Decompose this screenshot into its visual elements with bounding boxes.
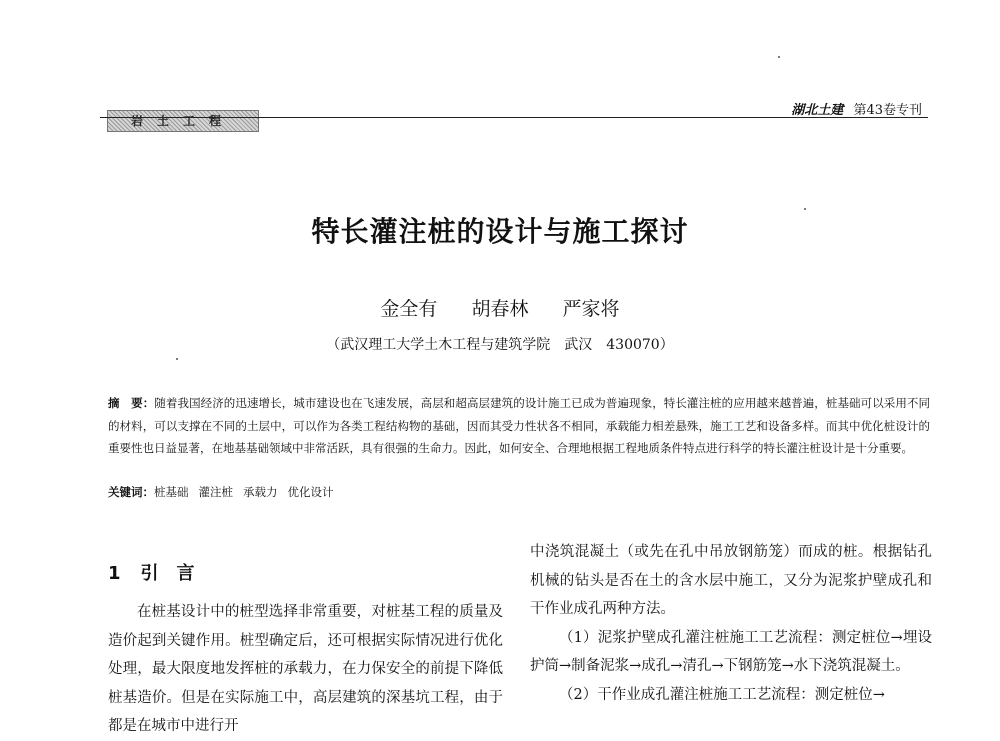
keyword: 承载力 <box>243 485 278 499</box>
header-rule <box>100 117 928 118</box>
section-badge: 岩土工程 <box>107 110 259 132</box>
body-paragraph: （2）干作业成孔灌注桩施工工艺流程：测定桩位→ <box>559 686 885 703</box>
author-name: 严家将 <box>562 298 620 320</box>
body-paragraph: 在桩基设计中的桩型选择非常重要，对桩基工程的质量及造价起到关键作用。桩型确定后，还可根据实际情况进行优化处理，最大限度地发挥桩的承载力，在力保安全的前提下降低桩基造价。但是在实际施工中，高层建筑的深基坑工程，由于都是在城市中进行开 <box>108 604 503 734</box>
running-header <box>791 99 922 118</box>
abstract <box>108 392 930 460</box>
journal-name: 湖北土建 <box>791 103 844 118</box>
scan-speck <box>778 56 780 58</box>
affiliation: （武汉理工大学土木工程与建筑学院 武汉 430070） <box>326 337 674 353</box>
keyword: 桩基础 <box>154 485 189 499</box>
abstract-text: 随着我国经济的迅速增长，城市建设也在飞速发展，高层和超高层建筑的设计施工已成为普遍现象，特长灌注桩的应用越来越普遍，桩基础可以采用不同的材料，可以支撑在不同的土层中，可以作为各类工程结构物的基础，因而其受力性状各不相同，承载能力相差悬殊，施工工艺和设备多样。而其中优化桩设计的重要性也日益显著，在地基基础领域中非常活跃，具有很强的生命力。因此，如何安全、合理地根据工程地质条件特点进行科学的特长灌注桩设计是十分重要。 <box>108 396 931 455</box>
right-column <box>530 538 932 709</box>
abstract-label: 摘 要： <box>108 396 155 410</box>
section-heading <box>108 559 195 585</box>
scan-speck <box>176 358 178 360</box>
paper-title: 特长灌注桩的设计与施工探讨 <box>311 215 689 248</box>
keyword: 优化设计 <box>287 485 334 499</box>
keywords-label: 关键词： <box>108 485 154 499</box>
left-column <box>108 598 503 741</box>
body-paragraph: 中浇筑混凝土（或先在孔中吊放钢筋笼）而成的桩。根据钻孔机械的钻头是否在土的含水层中施工，又分为泥浆护壁成孔和干作业成孔两种方法。 <box>530 544 932 617</box>
section-number: 1 <box>108 563 121 584</box>
author-name: 胡春林 <box>471 298 529 320</box>
body-paragraph: （1）泥浆护壁成孔灌注桩施工工艺流程：测定桩位→埋设护筒→制备泥浆→成孔→清孔→下钢筋笼→水下浇筑混凝土。 <box>530 629 932 674</box>
author-list <box>0 294 1000 321</box>
keyword: 灌注桩 <box>198 485 233 499</box>
issue-label: 第43卷专刊 <box>853 103 922 118</box>
section-title: 引 言 <box>140 563 195 584</box>
keywords <box>108 484 344 500</box>
author-name: 金全有 <box>380 298 438 320</box>
